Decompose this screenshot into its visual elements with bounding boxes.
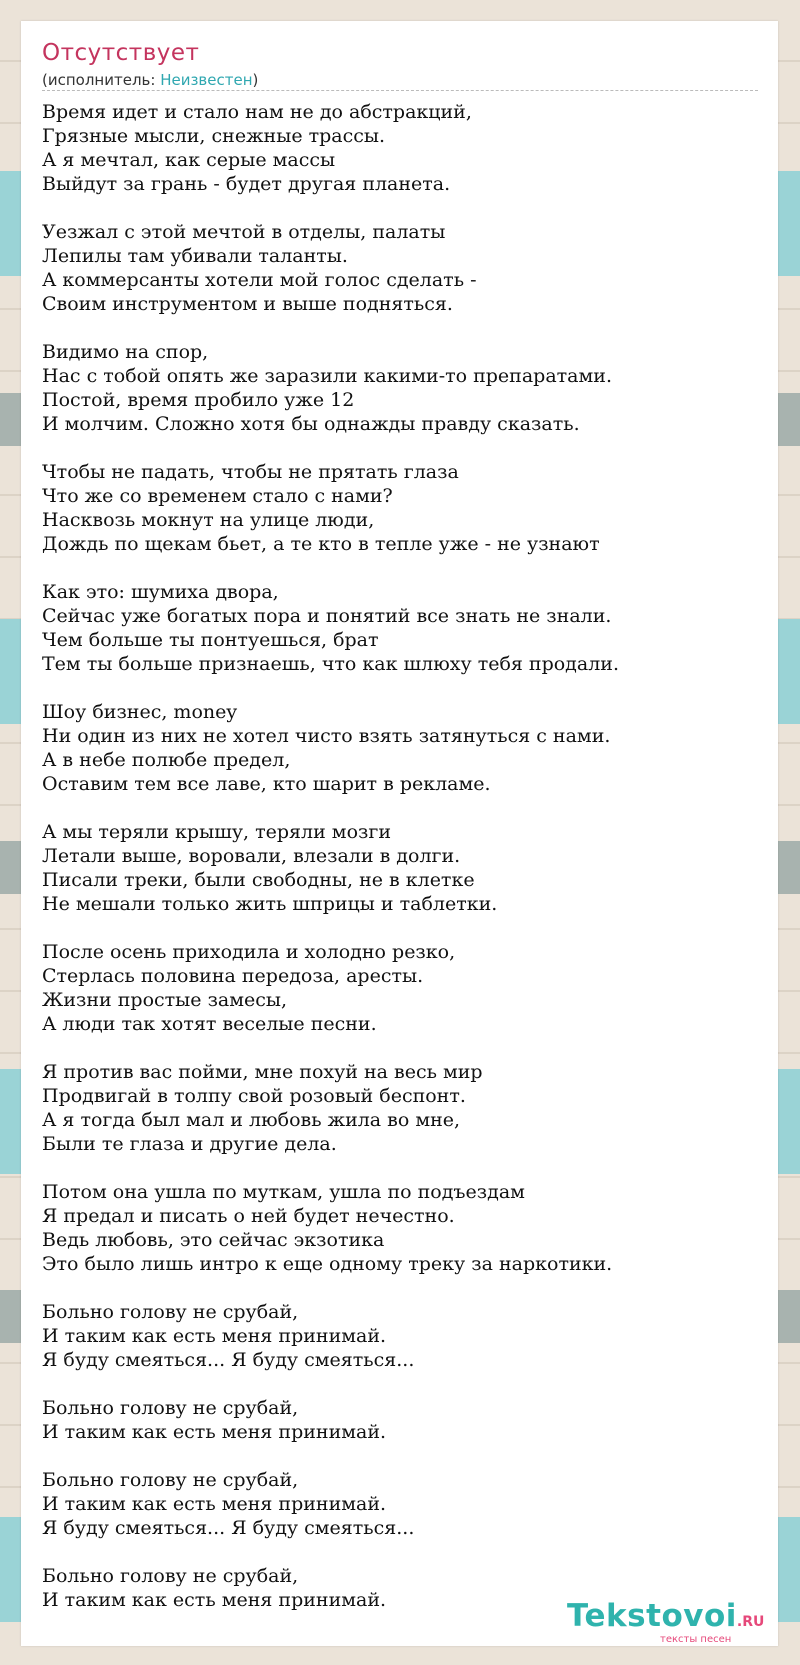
lyric-line: А я мечтал, как серые массы [42, 149, 336, 171]
verse [42, 580, 762, 676]
performer-suffix: ) [252, 71, 259, 89]
lyric-line: Ни один из них не хотел чисто взять затянуться с нами. [42, 725, 611, 747]
verse [42, 1060, 762, 1156]
lyric-line: Сейчас уже богатых пора и понятий все знать не знали. [42, 605, 612, 627]
performer-line [42, 71, 258, 89]
verse [42, 700, 762, 796]
lyric-line: А я тогда был мал и любовь жила во мне, [42, 1109, 461, 1131]
lyric-line: Летали выше, воровали, влезали в долги. [42, 845, 461, 867]
lyric-line: Дождь по щекам бьет, а те кто в тепле уже - не узнают [42, 533, 600, 555]
verse [42, 1300, 762, 1372]
lyric-line: Писали треки, были свободны, не в клетке [42, 869, 475, 891]
lyric-line: И таким как есть меня принимай. [42, 1421, 387, 1443]
lyric-line: Выйдут за грань - будет другая планета. [42, 173, 451, 195]
verse [42, 940, 762, 1036]
lyric-line: Продвигай в толпу свой розовый беспонт. [42, 1085, 466, 1107]
lyric-line: А в небе полюбе предел, [42, 749, 291, 771]
site-logo[interactable] [567, 1598, 765, 1645]
lyric-line: Я против вас пойми, мне похуй на весь мир [42, 1061, 483, 1083]
lyric-line: И таким как есть меня принимай. [42, 1325, 387, 1347]
performer-link[interactable]: Неизвестен [160, 71, 253, 89]
lyric-line: И таким как есть меня принимай. [42, 1493, 387, 1515]
lyric-line: Уезжал с этой мечтой в отделы, палаты [42, 221, 446, 243]
lyric-line: Не мешали только жить шприцы и таблетки. [42, 893, 498, 915]
lyric-line: Видимо на спор, [42, 341, 209, 363]
lyric-line: Я буду смеяться... Я буду смеяться... [42, 1349, 415, 1371]
verse [42, 220, 762, 316]
lyric-line: Насквозь мокнут на улице люди, [42, 509, 375, 531]
lyric-line: Были те глаза и другие дела. [42, 1133, 337, 1155]
logo-tld: .RU [736, 1614, 765, 1630]
performer-prefix: (исполнитель: [42, 71, 161, 89]
logo-brand: Tekstovoi [567, 1598, 737, 1634]
lyric-line: А мы теряли крышу, теряли мозги [42, 821, 392, 843]
lyric-line: Больно голову не срубай, [42, 1397, 299, 1419]
lyric-line: Больно голову не срубай, [42, 1469, 299, 1491]
lyric-line: Тем ты больше признаешь, что как шлюху тебя продали. [42, 653, 619, 675]
lyric-line: Шоу бизнес, money [42, 701, 238, 723]
lyric-line: Больно голову не срубай, [42, 1301, 299, 1323]
lyric-line: Оставим тем все лаве, кто шарит в рекламе. [42, 773, 491, 795]
verse [42, 100, 762, 196]
lyric-line: Постой, время пробило уже 12 [42, 389, 355, 411]
title-divider [42, 90, 758, 91]
lyric-line: А люди так хотят веселые песни. [42, 1013, 377, 1035]
lyric-line: Стерлась половина передоза, аресты. [42, 965, 424, 987]
lyric-line: Грязные мысли, снежные трассы. [42, 125, 386, 147]
lyric-line: Жизни простые замесы, [42, 989, 288, 1011]
lyric-line: Чем больше ты понтуешься, брат [42, 629, 379, 651]
lyric-line: Время идет и стало нам не до абстракций, [42, 101, 472, 123]
lyric-line: Ведь любовь, это сейчас экзотика [42, 1229, 385, 1251]
lyric-line: Лепилы там убивали таланты. [42, 245, 348, 267]
lyric-line: Как это: шумиха двора, [42, 581, 279, 603]
lyric-line: И молчим. Сложно хотя бы однажды правду сказать. [42, 413, 580, 435]
verse [42, 1180, 762, 1276]
lyric-line: Нас с тобой опять же заразили какими-то препаратами. [42, 365, 612, 387]
verse [42, 1396, 762, 1444]
logo-tagline: тексты песен [660, 1634, 732, 1645]
verse [42, 340, 762, 436]
lyric-line: Я буду смеяться... Я буду смеяться... [42, 1517, 415, 1539]
lyric-line: Потом она ушла по муткам, ушла по подъездам [42, 1181, 525, 1203]
lyric-line: Своим инструментом и выше подняться. [42, 293, 453, 315]
lyric-line: Больно голову не срубай, [42, 1565, 299, 1587]
song-title: Отсутствует [42, 40, 200, 66]
lyric-line: После осень приходила и холодно резко, [42, 941, 456, 963]
verse [42, 1468, 762, 1540]
lyrics-text [42, 100, 765, 1636]
verse [42, 460, 762, 556]
lyric-line: Я предал и писать о ней будет нечестно. [42, 1205, 455, 1227]
lyric-line: И таким как есть меня принимай. [42, 1589, 387, 1611]
lyric-line: А коммерсанты хотели мой голос сделать - [42, 269, 477, 291]
verse [42, 820, 762, 916]
lyric-line: Это было лишь интро к еще одному треку за наркотики. [42, 1253, 613, 1275]
lyric-line: Чтобы не падать, чтобы не прятать глаза [42, 461, 459, 483]
lyric-line: Что же со временем стало с нами? [42, 485, 393, 507]
